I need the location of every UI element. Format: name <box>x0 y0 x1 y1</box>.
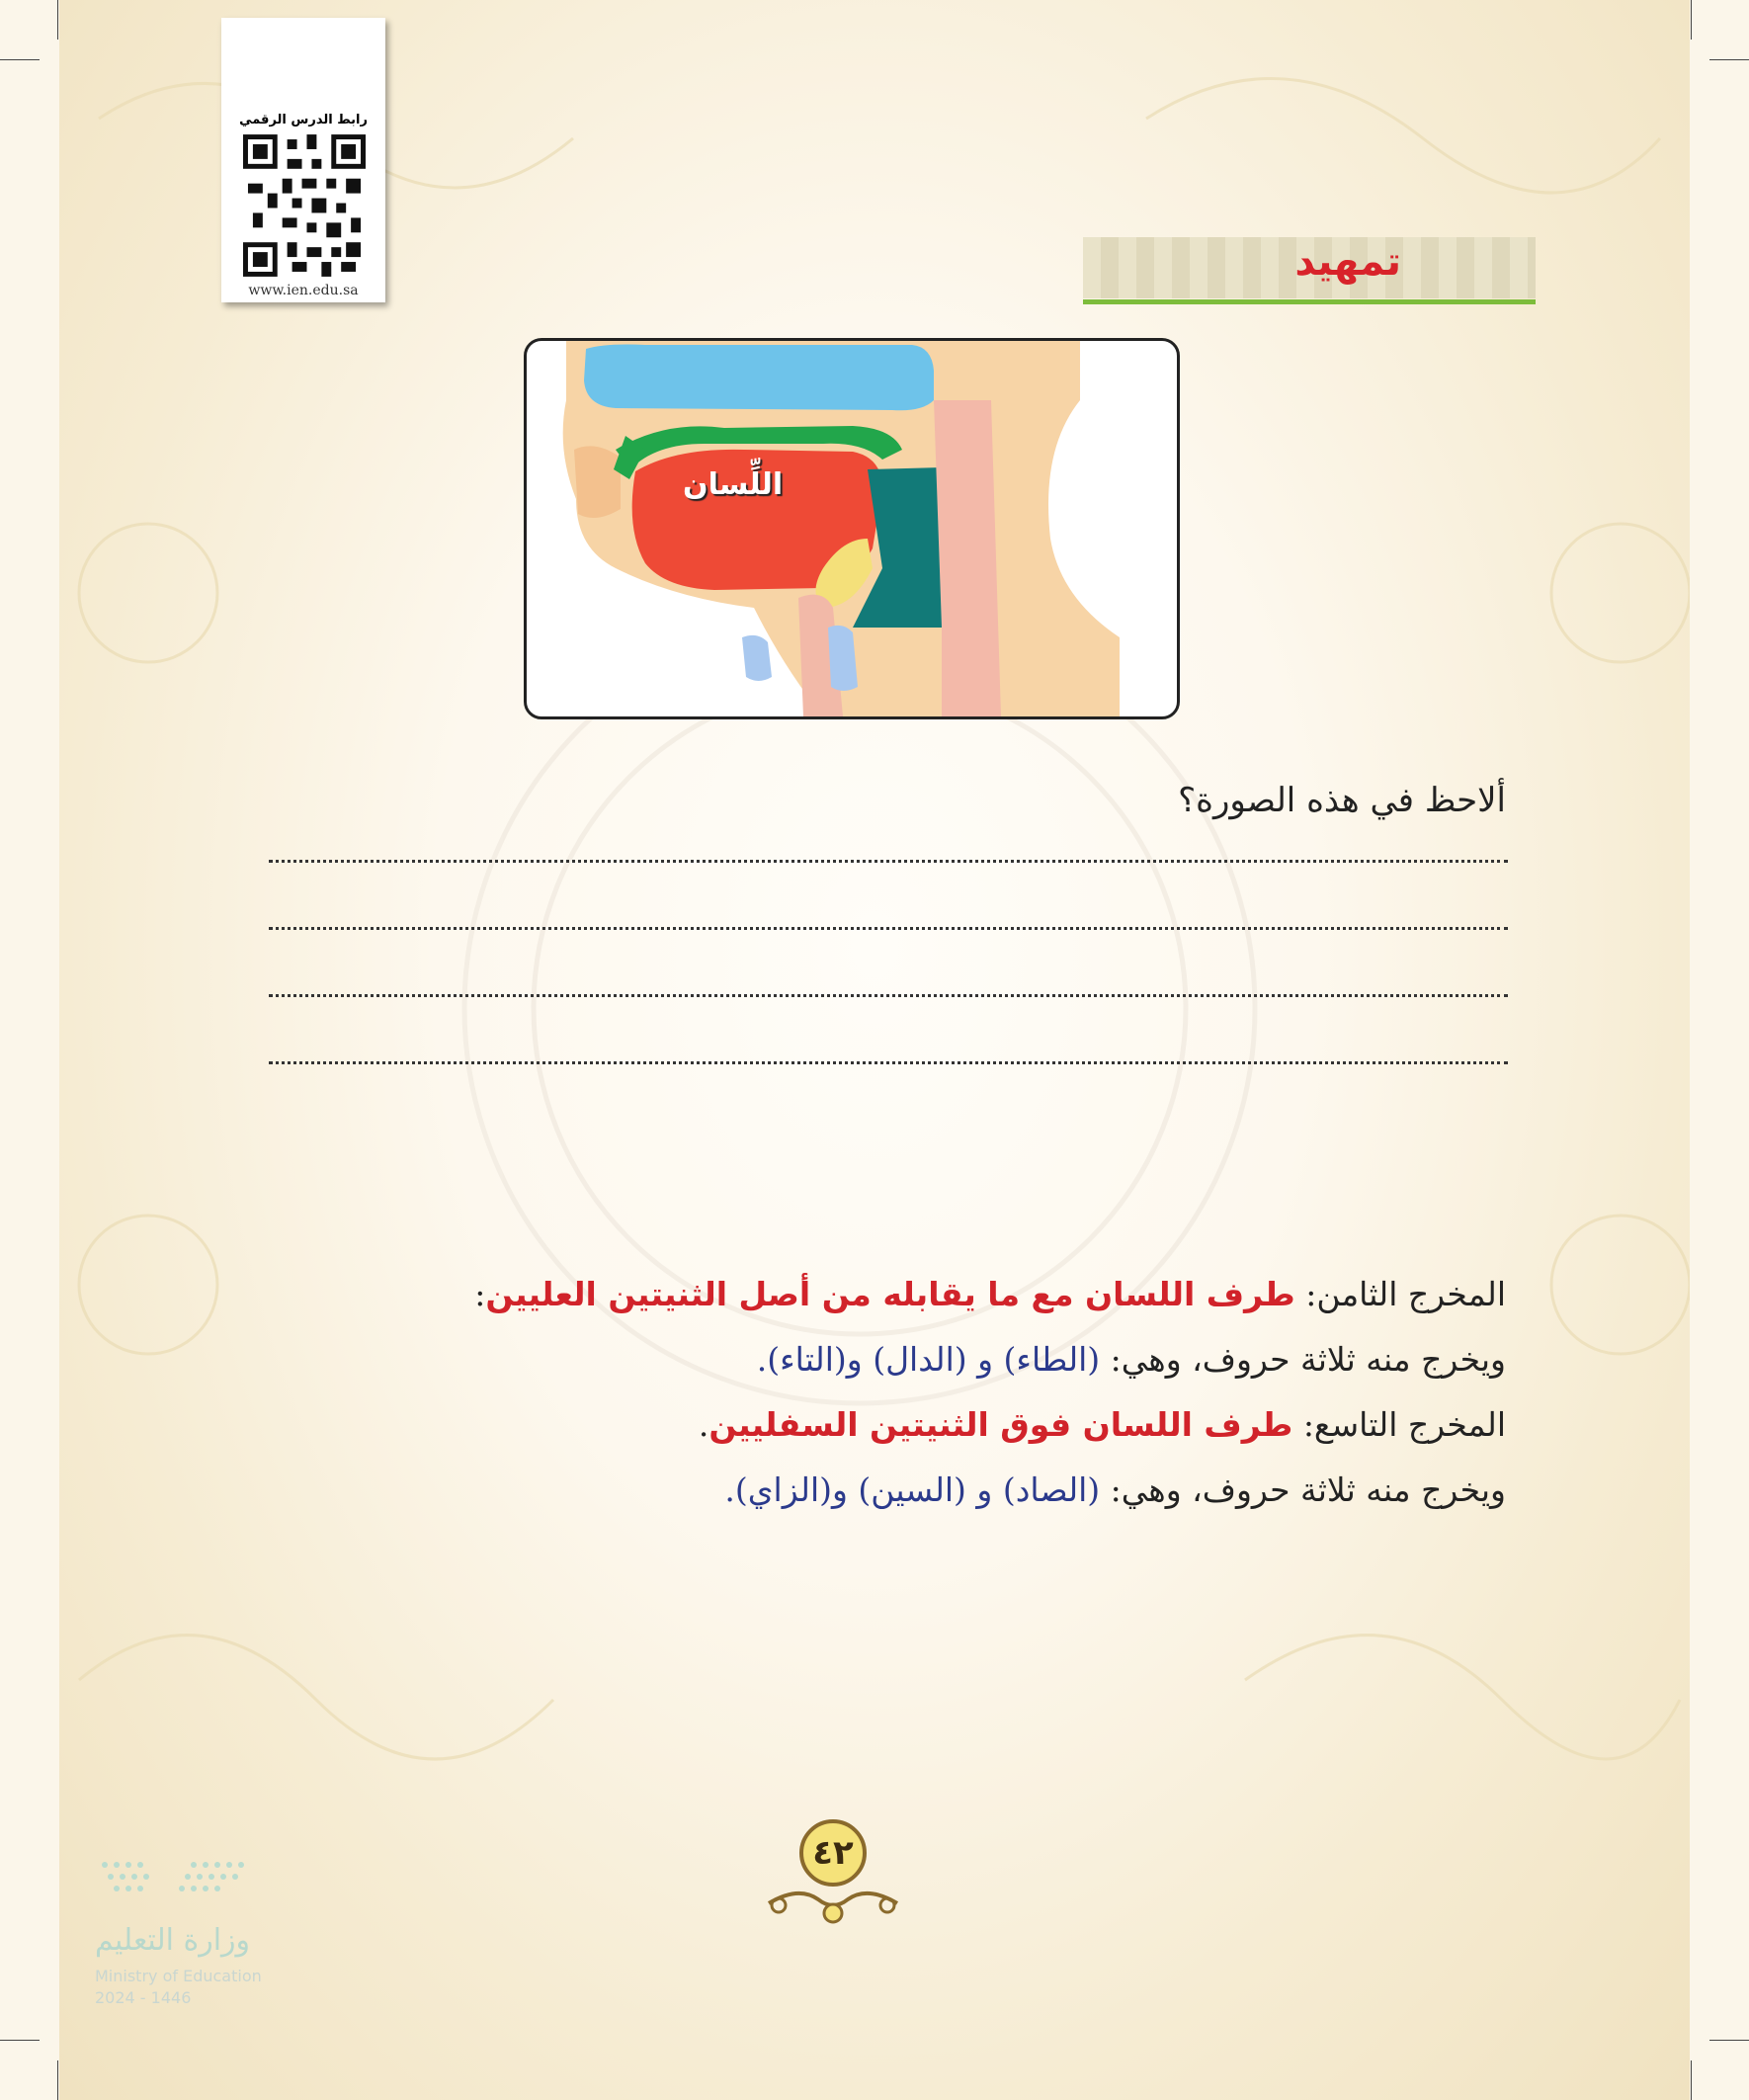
crop-mark <box>0 59 40 60</box>
crop-mark <box>1691 0 1692 40</box>
ministry-name-en: Ministry of Education <box>95 1967 262 1985</box>
ministry-dots-icon <box>85 1850 263 1909</box>
crop-mark <box>1709 2040 1749 2041</box>
line-tail: . <box>698 1405 709 1444</box>
page-number: ٤٢ <box>812 1833 854 1873</box>
line-highlight: طرف اللسان مع ما يقابله من أصل الثنيتين العليين <box>485 1275 1295 1313</box>
eighth-articulation-line <box>221 1275 1506 1313</box>
ninth-articulation-line <box>221 1405 1506 1444</box>
line-lead: ويخرج منه ثلاثة حروف، وهي: <box>1100 1340 1506 1379</box>
qr-caption: رابط الدرس الرقمي <box>239 113 368 127</box>
eighth-letters-line <box>221 1340 1506 1379</box>
answer-line[interactable] <box>269 994 1508 997</box>
page-number-badge <box>759 1816 907 1935</box>
mouth-illustration <box>527 341 1177 716</box>
section-header <box>1083 237 1536 304</box>
crop-mark <box>57 0 58 40</box>
crop-mark <box>0 2040 40 2041</box>
line-lead: المخرج الثامن: <box>1294 1275 1506 1313</box>
crop-mark <box>1709 59 1749 60</box>
ministry-logo <box>85 1850 322 2048</box>
ninth-letters-line <box>221 1470 1506 1509</box>
digital-lesson-qr-card[interactable] <box>221 18 385 302</box>
mouth-diagram <box>524 338 1180 719</box>
page-background <box>59 0 1690 2100</box>
tongue-label: اللِّسان <box>683 467 784 502</box>
line-tail: : <box>474 1275 486 1313</box>
qr-code-icon[interactable] <box>243 134 366 277</box>
line-lead: المخرج التاسع: <box>1292 1405 1506 1444</box>
header-underline <box>1083 299 1536 304</box>
observation-question: ألاحظ في هذه الصورة؟ <box>1178 781 1506 820</box>
line-highlight: طرف اللسان فوق الثنيتين السفليين <box>708 1405 1293 1444</box>
answer-line[interactable] <box>269 860 1508 863</box>
ministry-name-ar: وزارة التعليم <box>95 1923 251 1958</box>
ornament-background <box>59 0 1690 2100</box>
letters-list: (الصاد) و (السين) و(الزاي). <box>724 1470 1101 1509</box>
crop-mark <box>57 2060 58 2100</box>
letters-list: (الطاء) و (الدال) و(التاء). <box>756 1340 1101 1379</box>
answer-line[interactable] <box>269 927 1508 930</box>
answer-line[interactable] <box>269 1061 1508 1064</box>
line-lead: ويخرج منه ثلاثة حروف، وهي: <box>1100 1470 1506 1509</box>
qr-url[interactable]: www.ien.edu.sa <box>248 283 359 298</box>
section-title: تمهيد <box>1294 239 1401 285</box>
crop-mark <box>1691 2060 1692 2100</box>
edition-year: 2024 - 1446 <box>95 1988 192 2007</box>
